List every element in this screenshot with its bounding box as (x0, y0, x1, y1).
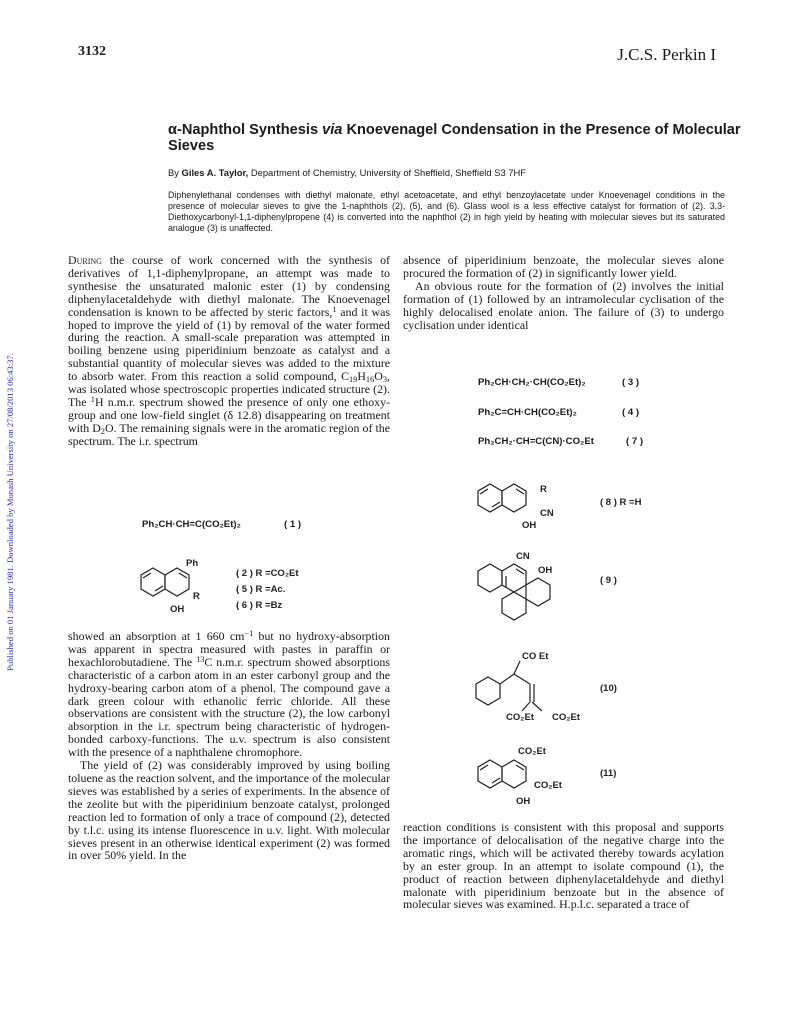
naphthol-ph-label: Ph (186, 558, 199, 569)
structure-10-ester-1: CO₂Et (506, 712, 534, 723)
d2o-sub: 2 (100, 426, 105, 436)
variant-6: ( 6 ) R =Bz (236, 600, 283, 611)
paragraph-3: The yield of (2) was considerably improved by using boiling toluene as the reaction solvent, and the importance of the molecular sieves was established by a series of experiments. In the absence of the zeolite but with the piperidinium benzoate catalyst, prolonged reaction led to formation of only a trace of compound (2), detected by t.l.c. using its intense fluorescence in u.v. light. With molecular sieves present in an otherwise identical experiment (2) was formed in over 50% yield. In the (68, 758, 390, 863)
formula-h: H (357, 369, 366, 384)
download-watermark (2, 212, 16, 812)
variant-2: ( 2 ) R =CO₂Et (236, 568, 299, 579)
structure-3-label: ( 3 ) (622, 377, 640, 388)
structure-4-formula: Ph₂C=CH·CH(CO₂Et)₂ (478, 407, 577, 418)
formula-o: O (374, 369, 383, 384)
paragraph-1 (68, 254, 390, 448)
structure-8-oh: OH (522, 520, 537, 531)
p2-text-c: C n.m.r. spectrum showed absorptions characteristic of a carbon atom in an ester carbonyl group and the hydroxy-bearing carbon atom of a phenol. The compound gave a dark green colour with ethanolic ferric chloride. All these observations are consistent with the structure (2), the low carbonyl absorption in the i.r. spectrum being characteristic of hydrogen-bonded carboxy-functions. The u.v. spectrum is also consistent with the presence of a naphthalene chromophore. (68, 654, 391, 760)
p1-text-d: H n.m.r. spectrum showed the presence of only one ethoxy-group and one low-field singlet (δ 12.8) disappearing on treatment with D (68, 394, 390, 435)
structure-10-coet: CO Et (522, 651, 549, 662)
structure-9-cn: CN (516, 551, 530, 562)
structure-1-formula: Ph₂CH·CH=C(CO₂Et)₂ (142, 519, 241, 530)
structure-4-label: ( 4 ) (622, 407, 640, 418)
col2-paragraph-2: An obvious route for the formation of (2) involves the initial formation of (1) followed by an intramolecular cyclisation of the highly delocalised enolate anion. The failure of (3) to undergo cyclisation under identical (403, 278, 724, 332)
structure-9-label: ( 9 ) (600, 575, 617, 586)
page-number: 3132 (78, 44, 106, 59)
structure-10-label: (10) (600, 683, 617, 694)
abstract: Diphenylethanal condenses with diethyl malonate, ethyl acetoacetate, and ethyl benzoylacetate under Knoevenagel conditions in the presence of molecular sieves to give the 1-naphthols (2), (5), and (6). Glass wool is a less effective catalyst for formation of (2). 3,3-Diethoxycarbonyl-1,1-diphenylpropene (4) is converted into the naphthol (2) in high yield by heating with molecular sieves but its saturated analogue (3) is unaffected. (168, 190, 725, 233)
p1-text-b: and it was hoped to improve the yield of (1) by removal of the water formed during the reaction. A small-scale preparation was attempted in boiling benzene using piperidinium benzoate as catalyst and a substantial quantity of molecular sieves was added to the mixture to absorb water. From this reaction a solid compound, C (68, 304, 390, 384)
structure-11 (470, 742, 690, 810)
author-name: Giles A. Taylor, (181, 167, 249, 178)
drop-cap-word: During (68, 253, 102, 267)
naphthol-2-5-6-structure (118, 548, 338, 626)
structure-8-label: ( 8 ) R =H (600, 497, 642, 508)
structure-10 (470, 647, 690, 727)
structure-8-r: R (540, 484, 547, 495)
p2-text-a: showed an absorption at 1 660 cm (68, 629, 245, 643)
structure-9-oh: OH (538, 565, 553, 576)
column2-upper (403, 254, 724, 331)
wavenumber-unit-sup: −1 (244, 629, 254, 638)
download-watermark-text: Published on 01 January 1981. Downloaded by Monash University on 27/08/2013 06:43:37. (5, 353, 15, 671)
col2-paragraph-1: absence of piperidinium benzoate, the molecular sieves alone procured the formation of (2) in significantly lower yield. (403, 253, 724, 280)
structure-3-formula: Ph₂CH·CH₂·CH(CO₂Et)₂ (478, 377, 586, 388)
formula-h-count: 16 (365, 375, 375, 385)
c13-sup: 13 (196, 654, 205, 664)
title-rest: Knoevenagel Condensation in the Presence of Molecular Sieves (168, 122, 741, 154)
byline-by: By (168, 167, 182, 178)
formula-o-count: 3 (382, 375, 388, 385)
structure-11-top-ester: CO₂Et (518, 746, 546, 757)
structure-11-side-ester: CO₂Et (534, 780, 562, 791)
reference-1: 1 (332, 304, 337, 314)
h-nmr-sup: 1 (90, 394, 95, 404)
p2-text-b: but no hydroxy-absorption was apparent in spectra measured with pastes in paraffin or hexachlorobutadiene. The (68, 629, 390, 669)
structure-7-formula: Ph₂CH₂·CH=C(CN)·CO₂Et (478, 436, 594, 447)
structure-11-oh: OH (516, 796, 531, 807)
structure-7-label: ( 7 ) (626, 436, 644, 447)
variant-5: ( 5 ) R =Ac. (236, 584, 286, 595)
structure-11-label: (11) (600, 768, 617, 779)
p1-text-a: the course of work concerned with the synthesis of derivatives of 1,1-diphenylpropane, an attempt was made to synthesise the unsaturated malonic ester (1) by condensing diphenylacetaldehyde with diethyl malonate. The Knoevenagel condensation is known to be affected by steric factors, (68, 253, 390, 319)
structure-8-cn: CN (540, 508, 554, 519)
structure-8 (470, 478, 690, 536)
structure-10-ester-2: CO₂Et (552, 712, 580, 723)
column1-upper (68, 254, 390, 448)
journal-name: J.C.S. Perkin I (617, 45, 716, 64)
title-italic: via (322, 122, 343, 138)
affiliation: Department of Chemistry, University of Sheffield, Sheffield S3 7HF (248, 167, 526, 178)
p1-text-c: , was isolated whose spectroscopic properties indicated structure (2). The (68, 369, 390, 409)
column1-lower (68, 630, 390, 862)
column2-lower (403, 821, 724, 911)
structure-1-label: ( 1 ) (284, 519, 302, 530)
paragraph-2 (68, 630, 390, 759)
naphthol-oh-label: OH (170, 604, 185, 615)
title-prefix: α-Naphthol Synthesis (168, 122, 323, 138)
byline (168, 167, 526, 178)
article-title (168, 122, 743, 154)
formula-c-count: 19 (349, 375, 358, 385)
structure-9 (470, 548, 690, 628)
naphthol-r-label: R (193, 591, 200, 602)
col2-paragraph-3: reaction conditions is consistent with this proposal and supports the importance of delocalisation of the negative charge into the aromatic rings, which will be activated thereby towards acylation by an ester group. In an attempt to isolate compound (1), the product of reaction between diphenylacetaldehyde and diethyl malonate with piperidinium benzoate but in the absence of molecular sieves was examined. H.p.l.c. separated a trace of (403, 820, 724, 912)
p1-text-e: O. The remaining signals were in the aromatic region of the spectrum. The i.r. spectrum (68, 420, 390, 448)
